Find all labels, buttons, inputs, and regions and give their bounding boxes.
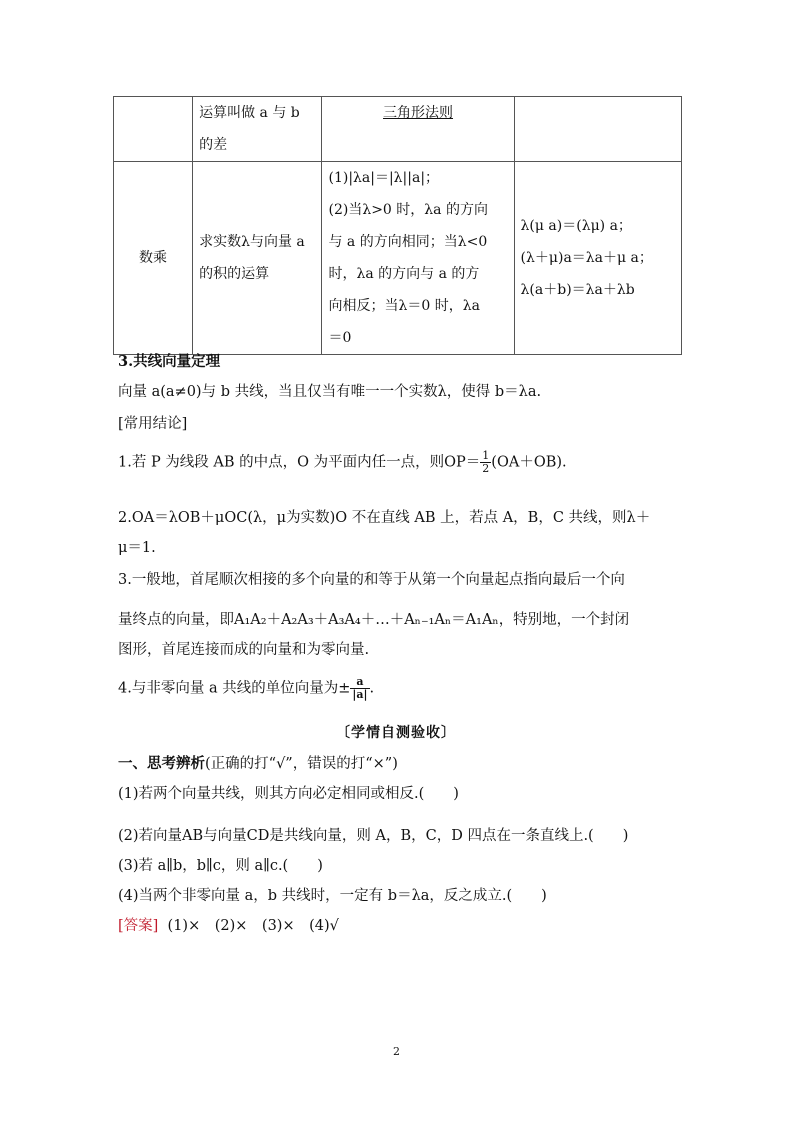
triangle-rule-text: 三角形法则 [383, 105, 454, 121]
conclusion-1: 1.若 P 为线段 AB 的中点，O 为平面内任一点，则OP＝ $\frac{1}{2}$ (OA＋OB). [118, 449, 567, 475]
table-cell-laws: λ(μ a)＝(λμ) a； (λ＋μ)a＝λa＋μ a； λ(a＋b)＝λa＋λb [514, 162, 681, 355]
answer-line [118, 914, 339, 935]
question-3: (3)若 a∥b，b∥c，则 a∥c.( ) [118, 858, 323, 874]
table-cell-description: 运算叫做 a 与 b 的差 [193, 97, 322, 162]
conclusion-2-line-2: μ＝1. [118, 540, 156, 556]
table-cell-rule: (1)|λa|＝|λ||a|； (2)当λ>0 时，λa 的方向 与 a 的方向相同；当λ<0 时，λa 的方向与 a 的方 向相反；当λ＝0 时，λa ＝0 [322, 162, 514, 355]
table-cell-empty [514, 97, 681, 162]
conclusion-3-line-3: 图形，首尾连接而成的向量和为零向量. [118, 642, 370, 658]
section-title: 3.共线向量定理 [118, 353, 221, 370]
question-4: (4)当两个非零向量 a，b 共线时，一定有 b＝λa，反之成立.( ) [118, 888, 547, 904]
operation-name: 数乘 [114, 162, 193, 355]
conclusion-3-line-2: 量终点的向量，即A₁A₂＋A₂A₃＋A₃A₄＋…＋Aₙ₋₁Aₙ＝A₁Aₙ，特别地，一个封闭 [118, 612, 630, 628]
question-2: (2)若向量AB与向量CD是共线向量，则 A，B，C，D 四点在一条直线上.( ) [118, 828, 629, 844]
table-cell-rule [322, 97, 514, 162]
table-cell-description: 求实数λ与向量 a 的积的运算 [193, 162, 322, 355]
vector-operations-table [113, 96, 682, 355]
table-row [114, 97, 682, 162]
section-banner: 〔学情自测验收〕 [336, 725, 456, 741]
theorem-text: 向量 a(a≠0)与 b 共线，当且仅当有唯一一个实数λ，使得 b＝λa. [118, 384, 542, 400]
table-row [114, 162, 682, 355]
answer-label: [答案] [118, 918, 159, 934]
conclusion-3-line-1: 3.一般地，首尾顺次相接的多个向量的和等于从第一个向量起点指向最后一个向 [118, 572, 625, 588]
exercise-heading: 一、思考辨析(正确的打“√”，错误的打“×”) [118, 755, 398, 772]
conclusions-heading: [常用结论] [118, 416, 188, 432]
conclusion-2-line-1: 2.OA＝λOB＋μOC(λ，μ为实数)O 不在直线 AB 上，若点 A，B，C 共线，则λ＋ [118, 510, 651, 526]
table-cell-empty [114, 97, 193, 162]
conclusion-4: 4.与非零向量 a 共线的单位向量为± $\frac{a}{|a|}$ . [118, 675, 375, 701]
answer-text: (1)× (2)× (3)× (4)√ [167, 918, 339, 934]
page-number: 2 [393, 1045, 400, 1058]
fraction: $\frac{1}{2}$ [482, 449, 490, 475]
fraction: $\frac{a}{|a|}$ [352, 675, 368, 701]
question-1: (1)若两个向量共线，则其方向必定相同或相反.( ) [118, 786, 459, 802]
